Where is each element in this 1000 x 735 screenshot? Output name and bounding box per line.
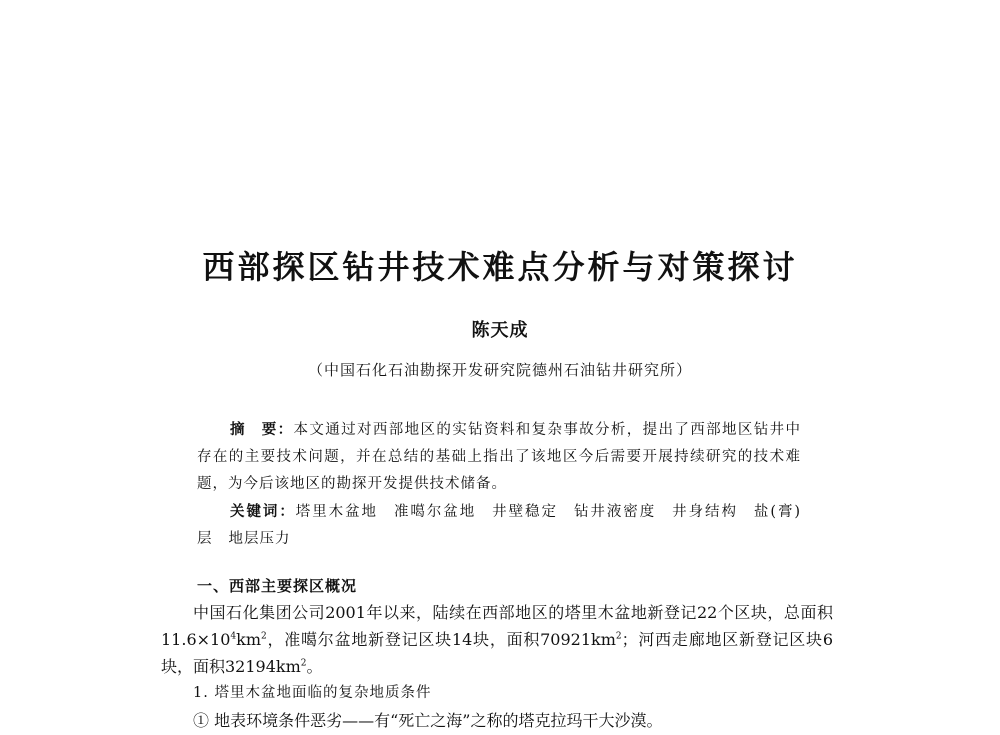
body-text-run: 中国石化集团公司2001年以来，陆续在西部地区的塔里木盆地新登记22个区块，总面积11.6×10	[161, 603, 833, 649]
keyword: 塔里木盆地	[295, 504, 378, 520]
abstract-block	[197, 416, 801, 553]
keyword: 钻井液密度	[573, 504, 657, 520]
body-text-run: ；河西走廊地区新登记区块6块，面积32194km	[161, 630, 833, 676]
section-body	[161, 599, 833, 734]
list-item: ① 地表环境条件恶劣——有“死亡之海”之称的塔克拉玛干大沙漠。	[193, 711, 663, 730]
body-text-run: 。	[306, 657, 323, 676]
body-paragraph	[161, 599, 833, 680]
body-text-run: km	[236, 630, 261, 649]
superscript: 2	[615, 631, 622, 642]
keyword: 盐(膏)层	[197, 504, 802, 547]
author-affiliation: （中国石化石油勘探开发研究院德州石油钻井研究所）	[307, 361, 692, 379]
body-text-run: ，准噶尔盆地新登记区块14块，面积70921km	[266, 630, 616, 649]
keyword: 井壁稳定	[492, 504, 558, 520]
keyword: 准噶尔盆地	[393, 504, 477, 520]
keywords-label: 关键词：	[230, 503, 296, 520]
abstract-label: 摘 要：	[230, 421, 294, 438]
abstract-text: 本文通过对西部地区的实钻资料和复杂事故分析，提出了西部地区钻井中存在的主要技术问题，并在总结的基础上指出了该地区今后需要开展持续研究的技术难题，为今后该地区的勘探开发提供技术储备。	[197, 422, 802, 492]
abstract-paragraph	[197, 416, 801, 498]
section-heading: 一、西部主要探区概况	[197, 577, 358, 595]
keyword: 地层压力	[228, 531, 291, 547]
keyword: 井身结构	[672, 504, 738, 520]
superscript: 2	[261, 631, 267, 642]
paper-title: 西部探区钻井技术难点分析与对策探讨	[202, 248, 798, 286]
superscript: 2	[300, 658, 307, 669]
keywords-paragraph	[197, 498, 801, 553]
superscript: 4	[230, 631, 237, 642]
subsection-heading: 1. 塔里木盆地面临的复杂地质条件	[193, 685, 432, 701]
paper-author: 陈天成	[471, 320, 529, 341]
